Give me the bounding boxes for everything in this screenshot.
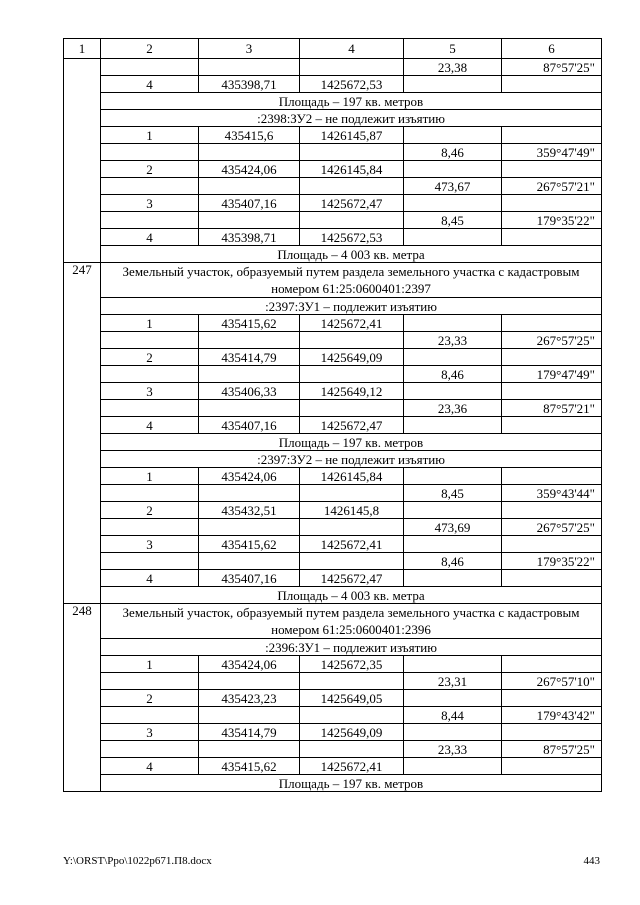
distance xyxy=(404,690,502,707)
point-number: 1 xyxy=(101,315,199,332)
coordinate-row xyxy=(64,127,602,144)
coordinate-row xyxy=(64,400,602,417)
coordinate-row xyxy=(64,724,602,741)
column-header: 3 xyxy=(199,39,300,59)
coord-x xyxy=(199,332,300,349)
coordinates-table xyxy=(63,38,602,792)
point-number xyxy=(101,519,199,536)
distance: 23,33 xyxy=(404,741,502,758)
distance: 8,45 xyxy=(404,212,502,229)
distance xyxy=(404,195,502,212)
direction-angle xyxy=(502,502,602,519)
point-number: 4 xyxy=(101,229,199,246)
distance: 23,31 xyxy=(404,673,502,690)
coord-x xyxy=(199,553,300,570)
coordinate-row xyxy=(64,366,602,383)
distance xyxy=(404,468,502,485)
point-number: 4 xyxy=(101,758,199,775)
point-number xyxy=(101,366,199,383)
distance: 473,69 xyxy=(404,519,502,536)
block-title-row xyxy=(64,451,602,468)
point-number: 4 xyxy=(101,76,199,93)
coord-y xyxy=(300,485,404,502)
coordinate-row xyxy=(64,707,602,724)
distance: 473,67 xyxy=(404,178,502,195)
direction-angle xyxy=(502,690,602,707)
direction-angle xyxy=(502,536,602,553)
coord-x: 435407,16 xyxy=(199,570,300,587)
coord-y: 1425649,09 xyxy=(300,724,404,741)
coord-y xyxy=(300,741,404,758)
direction-angle xyxy=(502,468,602,485)
coordinate-row xyxy=(64,212,602,229)
distance xyxy=(404,417,502,434)
coord-y: 1425672,41 xyxy=(300,315,404,332)
section-description: Земельный участок, образуемый путем раздела земельного участка с кадастровым номером 61:25:0600401:2396 xyxy=(101,604,602,639)
direction-angle xyxy=(502,758,602,775)
direction-angle: 87°57'25" xyxy=(502,59,602,76)
point-number: 2 xyxy=(101,349,199,366)
coord-y xyxy=(300,59,404,76)
coordinate-row xyxy=(64,178,602,195)
coord-y: 1426145,84 xyxy=(300,161,404,178)
direction-angle xyxy=(502,127,602,144)
coord-y: 1425672,53 xyxy=(300,76,404,93)
direction-angle: 267°57'25" xyxy=(502,332,602,349)
column-header: 5 xyxy=(404,39,502,59)
point-number: 2 xyxy=(101,690,199,707)
coord-y xyxy=(300,707,404,724)
distance: 8,46 xyxy=(404,144,502,161)
coord-y: 1426145,84 xyxy=(300,468,404,485)
coord-y: 1425672,47 xyxy=(300,570,404,587)
coord-y xyxy=(300,178,404,195)
point-number: 1 xyxy=(101,656,199,673)
distance xyxy=(404,161,502,178)
section-description: Земельный участок, образуемый путем раздела земельного участка с кадастровым номером 61:25:0600401:2397 xyxy=(101,263,602,298)
coord-x: 435406,33 xyxy=(199,383,300,400)
coordinate-row xyxy=(64,349,602,366)
coord-x: 435407,16 xyxy=(199,417,300,434)
distance xyxy=(404,229,502,246)
direction-angle xyxy=(502,161,602,178)
distance xyxy=(404,724,502,741)
coord-y xyxy=(300,553,404,570)
distance xyxy=(404,536,502,553)
coord-x: 435414,79 xyxy=(199,349,300,366)
direction-angle xyxy=(502,570,602,587)
coord-y: 1425672,47 xyxy=(300,417,404,434)
coordinate-row xyxy=(64,536,602,553)
coord-x: 435423,23 xyxy=(199,690,300,707)
block-title: :2396:ЗУ1 – подлежит изъятию xyxy=(101,639,602,656)
point-number xyxy=(101,673,199,690)
direction-angle xyxy=(502,724,602,741)
coordinate-row xyxy=(64,59,602,76)
distance xyxy=(404,127,502,144)
block-title-row xyxy=(64,639,602,656)
coord-y xyxy=(300,144,404,161)
direction-angle: 267°57'21" xyxy=(502,178,602,195)
distance xyxy=(404,758,502,775)
distance: 8,46 xyxy=(404,553,502,570)
coordinate-row xyxy=(64,468,602,485)
point-number xyxy=(101,332,199,349)
direction-angle: 359°43'44" xyxy=(502,485,602,502)
direction-angle xyxy=(502,383,602,400)
column-header: 4 xyxy=(300,39,404,59)
section-number-cell xyxy=(64,59,101,263)
point-number xyxy=(101,707,199,724)
coordinate-row xyxy=(64,144,602,161)
coord-y xyxy=(300,332,404,349)
area-row xyxy=(64,587,602,604)
coordinate-row xyxy=(64,741,602,758)
area-summary: Площадь – 4 003 кв. метра xyxy=(101,587,602,604)
coord-y: 1426145,8 xyxy=(300,502,404,519)
coord-x: 435414,79 xyxy=(199,724,300,741)
coordinate-row xyxy=(64,332,602,349)
coordinate-row xyxy=(64,76,602,93)
point-number: 3 xyxy=(101,536,199,553)
block-title-row xyxy=(64,298,602,315)
coord-y xyxy=(300,400,404,417)
area-summary: Площадь – 4 003 кв. метра xyxy=(101,246,602,263)
coordinate-row xyxy=(64,502,602,519)
page-number: 443 xyxy=(583,855,600,867)
coord-x xyxy=(199,59,300,76)
coordinate-row xyxy=(64,758,602,775)
coord-x: 435407,16 xyxy=(199,195,300,212)
area-row xyxy=(64,434,602,451)
coord-x xyxy=(199,212,300,229)
direction-angle xyxy=(502,76,602,93)
coord-x: 435398,71 xyxy=(199,229,300,246)
distance xyxy=(404,383,502,400)
distance: 8,44 xyxy=(404,707,502,724)
coord-x: 435424,06 xyxy=(199,161,300,178)
point-number xyxy=(101,178,199,195)
document-path: Y:\ORST\Ppo\1022p671.П8.docx xyxy=(63,855,212,867)
coordinate-row xyxy=(64,417,602,434)
section-number-cell: 248 xyxy=(64,604,101,792)
point-number: 3 xyxy=(101,195,199,212)
coordinate-row xyxy=(64,673,602,690)
coord-x: 435432,51 xyxy=(199,502,300,519)
coord-x xyxy=(199,519,300,536)
coord-x xyxy=(199,673,300,690)
coordinate-row xyxy=(64,383,602,400)
direction-angle xyxy=(502,229,602,246)
point-number: 1 xyxy=(101,468,199,485)
direction-angle: 267°57'25" xyxy=(502,519,602,536)
block-title: :2397:ЗУ1 – подлежит изъятию xyxy=(101,298,602,315)
coord-y xyxy=(300,519,404,536)
coord-x: 435424,06 xyxy=(199,468,300,485)
point-number xyxy=(101,59,199,76)
coord-x xyxy=(199,400,300,417)
coord-x: 435415,62 xyxy=(199,758,300,775)
coordinate-row xyxy=(64,656,602,673)
coord-x xyxy=(199,366,300,383)
point-number: 3 xyxy=(101,383,199,400)
table-header-row xyxy=(64,39,602,59)
direction-angle: 179°35'22" xyxy=(502,553,602,570)
coord-y: 1425672,47 xyxy=(300,195,404,212)
distance xyxy=(404,656,502,673)
distance xyxy=(404,570,502,587)
direction-angle: 267°57'10" xyxy=(502,673,602,690)
coord-y xyxy=(300,366,404,383)
distance: 23,38 xyxy=(404,59,502,76)
coord-y: 1425649,05 xyxy=(300,690,404,707)
coord-y: 1425672,53 xyxy=(300,229,404,246)
direction-angle xyxy=(502,656,602,673)
coordinate-row xyxy=(64,570,602,587)
block-title-row xyxy=(64,110,602,127)
coordinate-row xyxy=(64,161,602,178)
column-header: 1 xyxy=(64,39,101,59)
coordinate-row xyxy=(64,195,602,212)
area-row xyxy=(64,775,602,792)
coord-x: 435398,71 xyxy=(199,76,300,93)
distance: 8,45 xyxy=(404,485,502,502)
area-row xyxy=(64,93,602,110)
coord-x: 435415,62 xyxy=(199,536,300,553)
direction-angle xyxy=(502,195,602,212)
direction-angle: 87°57'25" xyxy=(502,741,602,758)
block-title: :2398:ЗУ2 – не подлежит изъятию xyxy=(101,110,602,127)
coord-x: 435415,62 xyxy=(199,315,300,332)
direction-angle xyxy=(502,349,602,366)
coord-y: 1425649,12 xyxy=(300,383,404,400)
distance xyxy=(404,315,502,332)
coord-x xyxy=(199,741,300,758)
coord-x xyxy=(199,178,300,195)
distance xyxy=(404,76,502,93)
column-header: 6 xyxy=(502,39,602,59)
distance xyxy=(404,349,502,366)
point-number xyxy=(101,485,199,502)
area-summary: Площадь – 197 кв. метров xyxy=(101,93,602,110)
point-number: 4 xyxy=(101,417,199,434)
point-number: 3 xyxy=(101,724,199,741)
point-number xyxy=(101,400,199,417)
distance: 8,46 xyxy=(404,366,502,383)
direction-angle xyxy=(502,315,602,332)
coordinate-row xyxy=(64,690,602,707)
coordinate-row xyxy=(64,519,602,536)
area-summary: Площадь – 197 кв. метров xyxy=(101,775,602,792)
coord-y: 1425649,09 xyxy=(300,349,404,366)
coord-y xyxy=(300,673,404,690)
coord-y: 1425672,35 xyxy=(300,656,404,673)
distance xyxy=(404,502,502,519)
point-number: 2 xyxy=(101,161,199,178)
point-number xyxy=(101,212,199,229)
coord-x xyxy=(199,144,300,161)
direction-angle xyxy=(502,417,602,434)
coordinate-row xyxy=(64,315,602,332)
area-summary: Площадь – 197 кв. метров xyxy=(101,434,602,451)
coord-x xyxy=(199,707,300,724)
point-number: 1 xyxy=(101,127,199,144)
distance: 23,33 xyxy=(404,332,502,349)
coord-y: 1425672,41 xyxy=(300,758,404,775)
direction-angle: 179°35'22" xyxy=(502,212,602,229)
direction-angle: 87°57'21" xyxy=(502,400,602,417)
coord-x xyxy=(199,485,300,502)
direction-angle: 179°43'42" xyxy=(502,707,602,724)
coord-y: 1425672,41 xyxy=(300,536,404,553)
coordinate-row xyxy=(64,485,602,502)
block-title: :2397:ЗУ2 – не подлежит изъятию xyxy=(101,451,602,468)
coord-x: 435415,6 xyxy=(199,127,300,144)
point-number xyxy=(101,144,199,161)
coord-x: 435424,06 xyxy=(199,656,300,673)
coord-y xyxy=(300,212,404,229)
distance: 23,36 xyxy=(404,400,502,417)
point-number xyxy=(101,741,199,758)
section-number-cell: 247 xyxy=(64,263,101,604)
coord-y: 1426145,87 xyxy=(300,127,404,144)
point-number xyxy=(101,553,199,570)
area-row xyxy=(64,246,602,263)
point-number: 4 xyxy=(101,570,199,587)
direction-angle: 179°47'49" xyxy=(502,366,602,383)
coordinate-row xyxy=(64,229,602,246)
direction-angle: 359°47'49" xyxy=(502,144,602,161)
point-number: 2 xyxy=(101,502,199,519)
column-header: 2 xyxy=(101,39,199,59)
coordinate-row xyxy=(64,553,602,570)
